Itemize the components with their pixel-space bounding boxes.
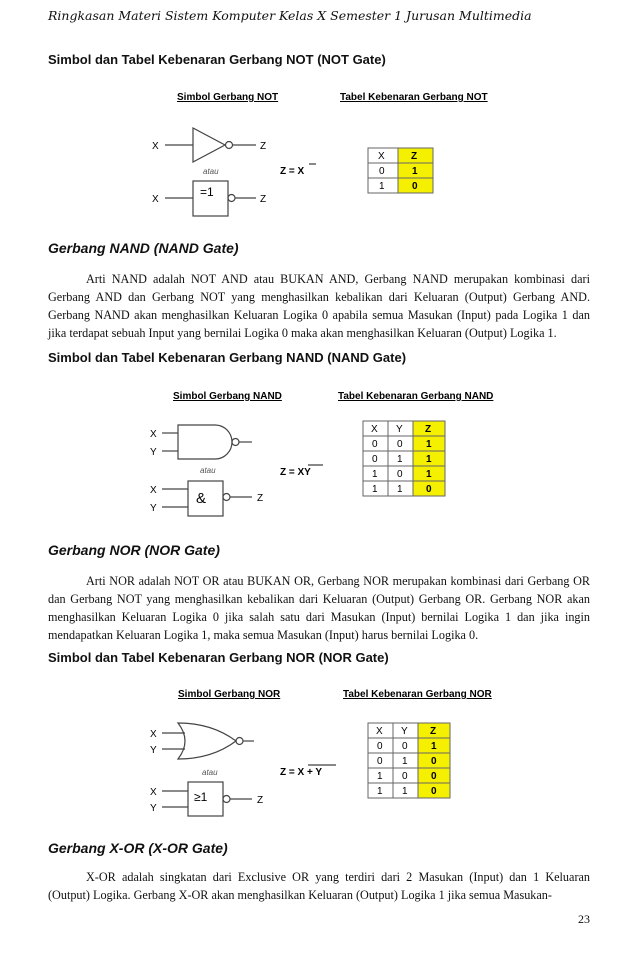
nand-symbol-title: Simbol Gerbang NAND (173, 391, 282, 402)
nand-symbol-heading: Simbol dan Tabel Kebenaran Gerbang NAND (NAND Gate) (48, 350, 407, 365)
nor-cell: 1 (402, 786, 408, 797)
nand-table-title: Tabel Kebenaran Gerbang NAND (338, 391, 494, 402)
nor-cell: 1 (377, 786, 383, 797)
nor-box-input-y: Y (150, 803, 157, 814)
nor-cell: 0 (377, 756, 383, 767)
not-atau: atau (203, 167, 219, 176)
not-box-input-x: X (152, 194, 159, 205)
nand-formula: Z = XY (280, 467, 311, 478)
nor-gate-symbol (178, 723, 236, 759)
nand-cell: 1 (372, 484, 378, 495)
nor-cell: 0 (402, 771, 408, 782)
nor-cell: 0 (377, 741, 383, 752)
nand-gate-symbol (178, 425, 232, 459)
nand-cell: 1 (397, 454, 403, 465)
nor-formula: Z = X + Y (280, 767, 323, 778)
nor-paragraph: Arti NOR adalah NOT OR atau BUKAN OR, Gerbang NOR merupakan kombinasi dari Gerbang OR dan Gerbang NOT yang menghasilkan kebalikan dari Keluaran (Output) Gerbang OR. Gerbang NOR akan menghasilkan Keluaran Logika 0 jika salah satu dari Masukan (Input) bernilai Logika 1 dan jika ingin mendapatkan Keluaran Logika 1, maka semua Masukan (Input) harus bernilai Logika 0. (48, 574, 590, 642)
nor-cell: 1 (402, 756, 408, 767)
nand-cell: 1 (372, 469, 378, 480)
nor-heading: Gerbang NOR (NOR Gate) (48, 542, 220, 558)
nand-th-z: Z (425, 424, 432, 435)
not-th-z: Z (411, 151, 418, 162)
page-header: Ringkasan Materi Sistem Komputer Kelas X Semester 1 Jurusan Multimedia (48, 8, 532, 23)
nor-gate-figure (140, 683, 510, 818)
nor-cell: 0 (431, 786, 437, 797)
nor-th-y: Y (401, 726, 408, 737)
nor-box-input-x: X (150, 787, 157, 798)
not-gate-figure (140, 88, 510, 223)
nand-cell: 0 (397, 469, 403, 480)
not-symbol-title: Simbol Gerbang NOT (177, 92, 279, 103)
nand-cell: 0 (397, 439, 403, 450)
nor-th-x: X (376, 726, 383, 737)
nand-truth-table (363, 421, 445, 496)
nor-box-output-z: Z (257, 795, 264, 806)
nand-paragraph: Arti NAND adalah NOT AND atau BUKAN AND, Gerbang NAND merupakan kombinasi dari Gerbang AND dan Gerbang NOT yang menghasilkan kebalikan dari Keluaran (Output) Gerbang AND. Gerbang NAND akan menghasilkan Keluaran Logika 0 apabila semua Masukan (Input) pada Logika 1 dan jika terdapat sebuah Input yang bernilai Logika 0 maka akan menghasilkan Keluaran (Output) Logika 1. (48, 272, 590, 340)
nor-cell: 0 (402, 741, 408, 752)
not-input-x: X (152, 141, 159, 152)
nand-cell: 1 (426, 469, 432, 480)
xor-paragraph: X-OR adalah singkatan dari Exclusive OR yang terdiri dari 2 Masukan (Input) dan 1 Keluaran (Output) Logika. Gerbang X-OR akan menghasilkan Keluaran (Output) Logika 1 jika semua Masukan- (48, 870, 590, 902)
nor-cell: 0 (431, 771, 437, 782)
not-box-label: =1 (200, 185, 214, 199)
xor-heading: Gerbang X-OR (X-OR Gate) (48, 840, 228, 856)
nand-cell: 0 (372, 454, 378, 465)
not-cell: 1 (412, 166, 418, 177)
nor-table-title: Tabel Kebenaran Gerbang NOR (343, 689, 492, 700)
nand-th-y: Y (396, 424, 403, 435)
nor-input-x: X (150, 729, 157, 740)
nand-box-label: & (196, 490, 207, 507)
nand-input-y: Y (150, 447, 157, 458)
not-cell: 1 (379, 181, 385, 192)
nand-box-input-x: X (150, 485, 157, 496)
nor-symbol-title: Simbol Gerbang NOR (178, 689, 281, 700)
nand-cell: 1 (426, 454, 432, 465)
nand-box-input-y: Y (150, 503, 157, 514)
nor-input-y: Y (150, 745, 157, 756)
nor-box-label: ≥1 (194, 790, 208, 804)
nand-cell: 0 (426, 484, 432, 495)
not-formula: Z = X (280, 166, 305, 177)
nor-cell: 0 (431, 756, 437, 767)
not-section-heading: Simbol dan Tabel Kebenaran Gerbang NOT (NOT Gate) (48, 52, 386, 67)
nand-gate-figure (140, 385, 510, 520)
nor-cell: 1 (377, 771, 383, 782)
page-number: 23 (578, 912, 590, 926)
nor-symbol-heading: Simbol dan Tabel Kebenaran Gerbang NOR (NOR Gate) (48, 650, 389, 665)
not-table-title: Tabel Kebenaran Gerbang NOT (340, 92, 488, 103)
not-gate-symbol (193, 128, 225, 162)
nand-atau: atau (200, 466, 216, 475)
nand-input-x: X (150, 429, 157, 440)
nand-cell: 1 (426, 439, 432, 450)
not-th-x: X (378, 151, 385, 162)
not-truth-table (368, 148, 433, 193)
nand-cell: 1 (397, 484, 403, 495)
nand-box-output-z: Z (257, 493, 264, 504)
not-cell: 0 (412, 181, 418, 192)
nor-th-z: Z (430, 726, 437, 737)
not-output-z: Z (260, 141, 267, 152)
nor-cell: 1 (431, 741, 437, 752)
nand-heading: Gerbang NAND (NAND Gate) (48, 240, 239, 256)
nand-cell: 0 (372, 439, 378, 450)
nor-truth-table (368, 723, 450, 798)
not-cell: 0 (379, 166, 385, 177)
nor-atau: atau (202, 768, 218, 777)
nand-th-x: X (371, 424, 378, 435)
not-box-output-z: Z (260, 194, 267, 205)
